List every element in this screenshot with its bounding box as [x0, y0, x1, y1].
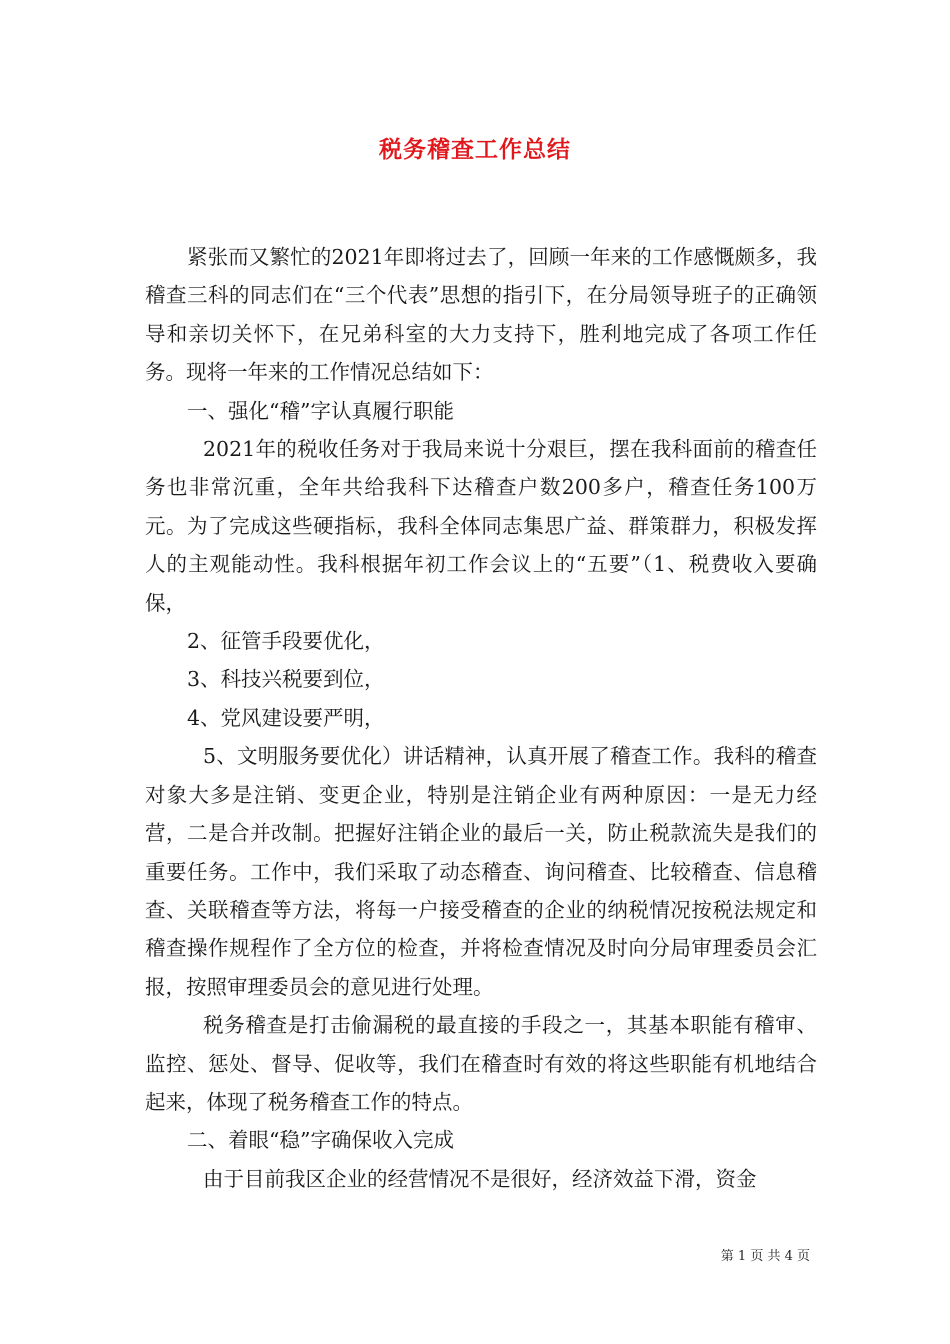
list-item-3: 3、科技兴税要到位， — [187, 667, 385, 692]
paragraph-functions: 税务稽查是打击偷漏税的最直接的手段之一，其基本职能有稽审、监控、惩处、督导、促收等，我们在稽查时有效的将这些职能有机地结合起来，体现了税务稽查工作的特点。 — [145, 1013, 817, 1114]
paragraph-tasks: 2021年的税收任务对于我局来说十分艰巨，摆在我科面前的稽查任务也非常沉重，全年共给我科下达稽查户数200多户，稽查任务100万元。为了完成这些硬指标，我科全体同志集思广益、群策群力，积极发挥人的主观能动性。我科根据年初工作会议上的“五要”（1、税费收入要确保， — [145, 437, 817, 615]
list-item-4: 4、党风建设要严明， — [187, 705, 385, 730]
paragraph-economy: 由于目前我区企业的经营情况不是很好，经济效益下滑，资金 — [203, 1166, 757, 1191]
list-item-2: 2、征管手段要优化， — [187, 629, 385, 654]
document-body — [145, 238, 817, 1198]
document-title: 税务稽查工作总结 — [379, 137, 571, 163]
section-heading-1: 一、强化“稽”字认真履行职能 — [187, 398, 454, 423]
section-heading-2: 二、着眼“稳”字确保收入完成 — [187, 1128, 454, 1153]
paragraph-intro: 紧张而又繁忙的2021年即将过去了，回顾一年来的工作感慨颇多，我稽查三科的同志们在“三个代表”思想的指引下，在分局领导班子的正确领导和亲切关怀下，在兄弟科室的大力支持下，胜利地完成了各项工作任务。现将一年来的工作情况总结如下： — [145, 245, 817, 385]
page-number: 第 1 页 共 4 页 — [720, 1249, 810, 1264]
paragraph-inspection: 5、文明服务要优化）讲话精神，认真开展了稽查工作。我科的稽查对象大多是注销、变更企业，特别是注销企业有两种原因：一是无力经营，二是合并改制。把握好注销企业的最后一关，防止税款流失是我们的重要任务。工作中，我们采取了动态稽查、询问稽查、比较稽查、信息稽查、关联稽查等方法，将每一户接受稽查的企业的纳税情况按税法规定和稽查操作规程作了全方位的检查，并将检查情况及时向分局审理委员会汇报，按照审理委员会的意见进行处理。 — [145, 744, 817, 999]
